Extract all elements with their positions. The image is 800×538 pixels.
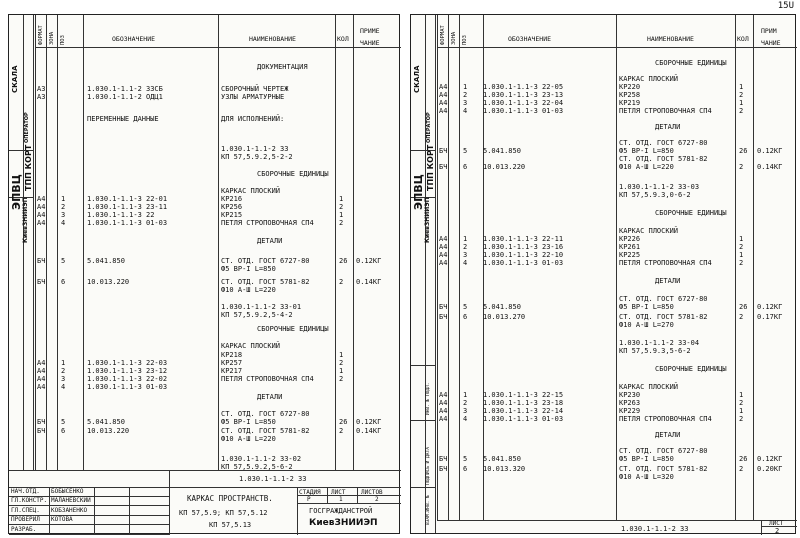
row-format: А4 [439, 107, 448, 115]
col-header-name: НАИМЕНОВАНИЕ [249, 35, 296, 43]
row-pos: 1 [463, 83, 468, 91]
row-name: КР216 [221, 195, 243, 203]
row-qty: 2 [339, 359, 344, 367]
sheet-label: ЛИСТ [331, 489, 346, 496]
row-qty: 1 [339, 195, 344, 203]
row-designation: 1.030.1-1.1-3 22-15 [483, 391, 564, 399]
row-qty: 1 [739, 407, 744, 415]
row-format: А4 [439, 251, 448, 259]
row-format: А4 [37, 383, 46, 391]
row-pos: 6 [463, 163, 468, 171]
row-name: КП 57,5.9.2,5-6-2 [221, 463, 293, 471]
row-note: 0.12КГ [356, 418, 382, 426]
rule-line [411, 420, 435, 421]
row-pos: 2 [61, 203, 66, 211]
rule-line [437, 15, 438, 520]
row-qty: 2 [739, 415, 744, 423]
row-name: СТ. ОТД. ГОСТ 6727-80 [619, 139, 708, 147]
row-name: КР218 [221, 351, 243, 359]
row-designation: 10.013.270 [483, 313, 526, 321]
sheets-value: 2 [375, 496, 379, 503]
row-designation: 1.030.1-1.1-3 22-14 [483, 407, 564, 415]
row-qty: 26 [739, 303, 748, 311]
signer-name: КОБЗАНЕНКО [51, 506, 88, 514]
row-name: КАРКАС ПЛОСКИЙ [221, 342, 281, 350]
row-designation: 1.030.1-1.1-3 22-11 [483, 235, 564, 243]
rule-line [437, 520, 797, 521]
row-name: Ф10 А-Ш L=320 [619, 473, 674, 481]
row-name: Ф5 ВР-I L=850 [619, 455, 674, 463]
row-format: А4 [439, 83, 448, 91]
rule-line [46, 15, 47, 470]
signer-name: МАЛАНЕВСКИЙ [51, 497, 91, 505]
row-name: ДОКУМЕНТАЦИЯ [257, 63, 308, 71]
row-qty: 26 [339, 418, 348, 426]
row-name: 1.030.1-1.1-2 33-01 [221, 303, 302, 311]
row-note: 0.12КГ [757, 303, 783, 311]
row-designation: 1.030.1-1.1-3 23-18 [483, 399, 564, 407]
rule-line [297, 503, 401, 504]
row-format: БЧ [37, 278, 46, 286]
col-header-designation: ОБОЗНАЧЕНИЕ [112, 35, 156, 43]
row-format: БЧ [37, 418, 46, 426]
row-format: А4 [37, 367, 46, 375]
row-pos: 4 [463, 259, 468, 267]
row-qty: 1 [739, 83, 744, 91]
kiev-zniiep-label: КиевЗНИИЭП [22, 197, 29, 243]
side-label: ВЗАМ.ИНВ. № [426, 495, 431, 525]
row-qty: 2 [739, 91, 744, 99]
row-format: А4 [37, 219, 46, 227]
rule-line [411, 365, 435, 366]
epvts-label: ЭПВЦ [412, 174, 425, 210]
row-designation: 1.030.1-1.1-3 22-04 [483, 99, 564, 107]
row-designation: 5.041.850 [483, 147, 521, 155]
rule-line [9, 534, 169, 535]
row-name: Ф10 А-Ш L=220 [619, 163, 674, 171]
rule-line [57, 15, 58, 470]
row-name: ДЕТАЛИ [655, 123, 681, 131]
row-qty: 2 [339, 278, 344, 286]
row-designation: 1.030.1-1.1-2 33СБ [87, 85, 163, 93]
row-name: 1.030.1-1.1-2 33-04 [619, 339, 700, 347]
row-name: КП 57,5.9.2,5-2-2 [221, 153, 293, 161]
row-qty: 1 [339, 367, 344, 375]
sheet-value: 2 [775, 527, 780, 535]
row-designation: 1.030.1-1.1-3 01-03 [483, 415, 564, 423]
row-designation: 5.041.850 [87, 418, 125, 426]
row-designation: 1.030.1-1.1-3 22-01 [87, 195, 168, 203]
row-name: КП 57,5.9.3,0-6-2 [619, 191, 691, 199]
row-name: СБОРОЧНЫЕ ЕДИНИЦЫ [655, 209, 727, 217]
row-name: ДЕТАЛИ [655, 277, 681, 285]
rule-line [761, 520, 762, 535]
row-name: КР256 [221, 203, 243, 211]
rule-line [448, 15, 449, 520]
row-name: СТ. ОТД. ГОСТ 6727-80 [619, 447, 708, 455]
row-designation: 10.013.220 [87, 278, 130, 286]
row-pos: 2 [463, 91, 468, 99]
row-format: А4 [439, 243, 448, 251]
col-header-note: ЧАНИЕ [761, 39, 781, 47]
row-pos: 5 [61, 257, 66, 265]
rule-line [129, 487, 130, 535]
row-name: Ф5 ВР-I L=850 [619, 147, 674, 155]
row-qty: 2 [739, 107, 744, 115]
row-name: 1.030.1-1.1-2 33-03 [619, 183, 700, 191]
spec-sheet-left [8, 14, 400, 534]
row-note: 0.14КГ [356, 278, 382, 286]
row-designation: 1.030.1-1.1-2 ОДЦ1 [87, 93, 163, 101]
rule-line [49, 487, 50, 535]
row-name: СТ. ОТД. ГОСТ 5781-82 [619, 465, 708, 473]
org-name: КиевЗНИИЭП [309, 518, 378, 528]
row-name: Ф10 А-Ш L=220 [221, 286, 276, 294]
rule-line [353, 15, 354, 470]
row-qty: 2 [739, 243, 744, 251]
row-name: СТ. ОТД. ГОСТ 6727-80 [221, 410, 310, 418]
row-designation: 1.030.1-1.1-3 22-10 [483, 251, 564, 259]
row-pos: 6 [61, 278, 66, 286]
row-pos: 1 [463, 391, 468, 399]
row-name: СТ. ОТД. ГОСТ 5781-82 [221, 278, 310, 286]
rule-line [83, 15, 84, 470]
row-format: А4 [37, 359, 46, 367]
row-name: ПЕТЛЯ СТРОПОВОЧНАЯ СП4 [221, 375, 314, 383]
row-qty: 2 [739, 465, 744, 473]
row-designation: 1.030.1-1.1-3 22 [87, 211, 155, 219]
row-name: КП 57,5.9.3,5-6-2 [619, 347, 691, 355]
col-header-format: ФОРМАТ [440, 25, 446, 45]
row-qty: 1 [739, 391, 744, 399]
row-name: ДЕТАЛИ [257, 393, 283, 401]
row-designation: 1.030.1-1.1-3 23-12 [87, 367, 168, 375]
col-header-note: ЧАНИЕ [360, 39, 380, 47]
row-name: Ф5 ВР-I L=850 [221, 265, 276, 273]
row-designation: 1.030.1-1.1-3 23-16 [483, 243, 564, 251]
signer-role: ПРОВЕРИЛ [11, 516, 40, 524]
sheet-label: ЛИСТ [769, 520, 784, 527]
org-name: ГОСГРАЖДАНСТРОЙ [309, 507, 373, 515]
row-qty: 2 [339, 203, 344, 211]
tpp-kort-label: ТПП КОРТ [24, 144, 33, 191]
row-format: А4 [439, 259, 448, 267]
row-designation: 5.041.850 [87, 257, 125, 265]
row-name: 1.030.1-1.1-2 33-02 [221, 455, 302, 463]
row-name: КР225 [619, 251, 641, 259]
rule-line [753, 15, 754, 520]
signer-role: НАЧ.ОТД. [11, 488, 40, 495]
row-name: УЗЛЫ АРМАТУРНЫЕ [221, 93, 285, 101]
rule-line [169, 470, 170, 535]
row-qty: 1 [739, 99, 744, 107]
row-format: А4 [37, 195, 46, 203]
row-name: Ф5 ВР-I L=850 [221, 418, 276, 426]
signer-role: РАЗРАБ. [11, 525, 37, 533]
row-name: ПЕТЛЯ СТРОПОВОЧНАЯ СП4 [619, 415, 712, 423]
operator-label: ОПЕРАТОР [426, 112, 432, 143]
row-designation: 1.030.1-1.1-3 01-03 [483, 107, 564, 115]
spec-sheet-right [410, 14, 796, 534]
row-name: ПЕТЛЯ СТРОПОВОЧНАЯ СП4 [619, 259, 712, 267]
row-pos: 6 [463, 313, 468, 321]
row-qty: 1 [339, 351, 344, 359]
row-name: КП 57,5.9.2,5-4-2 [221, 311, 293, 319]
row-designation: 1.030.1-1.1-3 01-03 [483, 259, 564, 267]
row-name: КАРКАС ПЛОСКИЙ [221, 187, 281, 195]
row-name: КАРКАС ПЛОСКИЙ [619, 383, 679, 391]
row-designation: 1.030.1-1.1-3 01-03 [87, 219, 168, 227]
row-note: 0.12КГ [356, 257, 382, 265]
row-qty: 26 [339, 257, 348, 265]
row-name: ДЛЯ ИСПОЛНЕНИЙ: [221, 115, 285, 123]
row-name: Ф10 А-Ш L=270 [619, 321, 674, 329]
row-name: СТ. ОТД. ГОСТ 5781-82 [619, 313, 708, 321]
row-name: КР263 [619, 399, 641, 407]
rule-line [616, 15, 617, 520]
row-format: БЧ [439, 303, 448, 311]
side-label: ИНВ. № ПОДЛ. [426, 382, 431, 415]
row-designation: 1.030.1-1.1-3 22-02 [87, 375, 168, 383]
col-header-qty: КОЛ [337, 35, 349, 43]
row-note: 0.14КГ [757, 163, 783, 171]
sheet-title: КП 57,5.9; КП 57,5.12 [179, 509, 268, 517]
row-name: Ф10 А-Ш L=220 [221, 435, 276, 443]
col-header-pos: ПОЗ [60, 35, 66, 45]
row-qty: 2 [739, 163, 744, 171]
row-name: ПЕТЛЯ СТРОПОВОЧНАЯ СП4 [221, 219, 314, 227]
row-name: СБОРОЧНЫЕ ЕДИНИЦЫ [655, 365, 727, 373]
row-qty: 2 [339, 219, 344, 227]
epvts-label: ЭПВЦ [10, 174, 23, 210]
row-pos: 4 [61, 383, 66, 391]
col-header-format: ФОРМАТ [38, 25, 44, 45]
rule-line [411, 487, 435, 488]
row-name: КР215 [221, 211, 243, 219]
row-qty: 2 [739, 259, 744, 267]
row-pos: 4 [463, 415, 468, 423]
col-header-note: ПРИМ [761, 27, 777, 35]
row-format: БЧ [37, 257, 46, 265]
row-pos: 1 [61, 195, 66, 203]
col-header-name: НАИМЕНОВАНИЕ [647, 35, 694, 43]
row-designation: ПЕРЕМЕННЫЕ ДАННЫЕ [87, 115, 159, 123]
row-designation: 1.030.1-1.1-3 22-03 [87, 359, 168, 367]
row-note: 0.17КГ [757, 313, 783, 321]
rule-line [33, 15, 34, 470]
col-header-qty: КОЛ [737, 35, 749, 43]
row-name: ДЕТАЛИ [257, 237, 283, 245]
row-name: СТ. ОТД. ГОСТ 5781-82 [221, 427, 310, 435]
rule-line [459, 15, 460, 520]
row-format: А4 [439, 415, 448, 423]
row-pos: 1 [61, 359, 66, 367]
row-format: А3 [37, 93, 46, 101]
rule-line [169, 487, 401, 488]
sheet-title: КАРКАС ПРОСТРАНСТВ. [187, 494, 273, 503]
row-name: КР229 [619, 407, 641, 415]
row-format: А3 [37, 85, 46, 93]
sheet-title: КП 57,5.13 [209, 521, 252, 529]
row-format: А4 [439, 91, 448, 99]
col-header-zone: ЗОНА [49, 31, 55, 45]
side-label: ПОДПИСЬ И ДАТА [426, 447, 431, 485]
row-qty: 2 [339, 375, 344, 383]
row-qty: 1 [739, 251, 744, 259]
row-note: 0.12КГ [757, 147, 783, 155]
row-name: КР220 [619, 83, 641, 91]
row-pos: 5 [463, 455, 468, 463]
row-designation: 1.030.1-1.1-3 01-03 [87, 383, 168, 391]
rule-line [735, 15, 736, 520]
stage-label: СТАДИЯ [299, 489, 321, 496]
row-format: БЧ [37, 427, 46, 435]
row-note: 0.14КГ [356, 427, 382, 435]
row-pos: 5 [463, 303, 468, 311]
row-note: 0.12КГ [757, 455, 783, 463]
row-designation: 10.013.220 [87, 427, 130, 435]
skala-label: СКАЛА [11, 65, 19, 93]
operator-label: ОПЕРАТОР [24, 112, 30, 143]
row-designation: 1.030.1-1.1-3 23-13 [483, 91, 564, 99]
row-format: БЧ [439, 465, 448, 473]
row-name: 1.030.1-1.1-2 33 [221, 145, 289, 153]
row-pos: 3 [463, 99, 468, 107]
tpp-kort-label: ТПП КОРТ [426, 144, 435, 191]
row-format: БЧ [439, 313, 448, 321]
row-name: Ф5 ВР-I L=850 [619, 303, 674, 311]
row-format: А4 [439, 407, 448, 415]
row-qty: 26 [739, 147, 748, 155]
drawing-code: 1.030.1-1.1-2 33 [621, 525, 689, 533]
row-designation: 5.041.850 [483, 303, 521, 311]
col-header-zone: ЗОНА [451, 31, 457, 45]
rule-line [435, 15, 436, 533]
row-format: БЧ [439, 163, 448, 171]
row-pos: 2 [463, 399, 468, 407]
row-note: 0.20КГ [757, 465, 783, 473]
row-name: КР226 [619, 235, 641, 243]
row-name: КАРКАС ПЛОСКИЙ [619, 227, 679, 235]
rule-line [35, 47, 401, 48]
row-designation: 10.013.220 [483, 163, 526, 171]
row-designation: 10.013.320 [483, 465, 526, 473]
rule-line [218, 15, 219, 470]
row-name: СБОРОЧНЫЕ ЕДИНИЦЫ [655, 59, 727, 67]
row-pos: 5 [61, 418, 66, 426]
row-pos: 3 [463, 251, 468, 259]
row-designation: 1.030.1-1.1-3 23-11 [87, 203, 168, 211]
row-format: А4 [37, 375, 46, 383]
row-name: КАРКАС ПЛОСКИЙ [619, 75, 679, 83]
row-qty: 2 [739, 399, 744, 407]
row-format: А4 [439, 99, 448, 107]
row-designation: 5.041.850 [483, 455, 521, 463]
row-format: А4 [439, 399, 448, 407]
row-qty: 1 [739, 235, 744, 243]
rule-line [94, 487, 95, 535]
page-number: 15U [777, 1, 794, 11]
row-format: А4 [439, 235, 448, 243]
rule-line [9, 470, 401, 471]
row-name: СБОРОЧНЫЕ ЕДИНИЦЫ [257, 170, 329, 178]
col-header-note: ПРИМЕ [360, 27, 380, 35]
kiev-zniiep-label: КиевЗНИИЭП [424, 197, 431, 243]
signer-name: КОТОВА [51, 516, 73, 524]
row-pos: 6 [463, 465, 468, 473]
row-name: КР261 [619, 243, 641, 251]
row-pos: 2 [61, 367, 66, 375]
row-qty: 2 [339, 427, 344, 435]
row-qty: 1 [339, 211, 344, 219]
row-name: СБОРОЧНЫЙ ЧЕРТЕЖ [221, 85, 289, 93]
row-format: А4 [37, 203, 46, 211]
row-name: СБОРОЧНЫЕ ЕДИНИЦЫ [257, 325, 329, 333]
stage-value: Р [307, 496, 311, 503]
sheet-value: 1 [339, 496, 343, 503]
row-pos: 3 [61, 375, 66, 383]
row-name: КР257 [221, 359, 243, 367]
col-header-pos: ПОЗ [462, 35, 468, 45]
row-name: КР217 [221, 367, 243, 375]
sheets-label: ЛИСТОВ [361, 489, 383, 496]
rule-line [35, 15, 36, 470]
row-format: А4 [37, 211, 46, 219]
signer-name: БОБЫСЕНКО [51, 488, 84, 495]
row-name: КР230 [619, 391, 641, 399]
row-name: ДЕТАЛИ [655, 431, 681, 439]
row-pos: 3 [463, 407, 468, 415]
row-pos: 5 [463, 147, 468, 155]
signer-role: ГЛ.КОНСТР. [11, 497, 48, 505]
col-header-designation: ОБОЗНАЧЕНИЕ [508, 35, 552, 43]
row-name: СТ. ОТД. ГОСТ 5781-82 [619, 155, 708, 163]
row-name: КР258 [619, 91, 641, 99]
row-format: БЧ [439, 147, 448, 155]
row-name: ПЕТЛЯ СТРОПОВОЧНАЯ СП4 [619, 107, 712, 115]
drawing-code: 1.030.1-1.1-2 33 [239, 475, 307, 483]
row-pos: 2 [463, 243, 468, 251]
rule-line [437, 47, 797, 48]
row-pos: 4 [463, 107, 468, 115]
row-pos: 6 [61, 427, 66, 435]
row-name: СТ. ОТД. ГОСТ 6727-80 [221, 257, 310, 265]
row-pos: 1 [463, 235, 468, 243]
row-name: КР219 [619, 99, 641, 107]
row-designation: 1.030.1-1.1-3 22-05 [483, 83, 564, 91]
row-pos: 4 [61, 219, 66, 227]
rule-line [335, 15, 336, 470]
row-qty: 2 [739, 313, 744, 321]
row-name: СТ. ОТД. ГОСТ 6727-80 [619, 295, 708, 303]
row-qty: 26 [739, 455, 748, 463]
signer-role: ГЛ.СПЕЦ. [11, 506, 40, 514]
row-pos: 3 [61, 211, 66, 219]
row-format: БЧ [439, 455, 448, 463]
skala-label: СКАЛА [413, 65, 421, 93]
row-format: А4 [439, 391, 448, 399]
